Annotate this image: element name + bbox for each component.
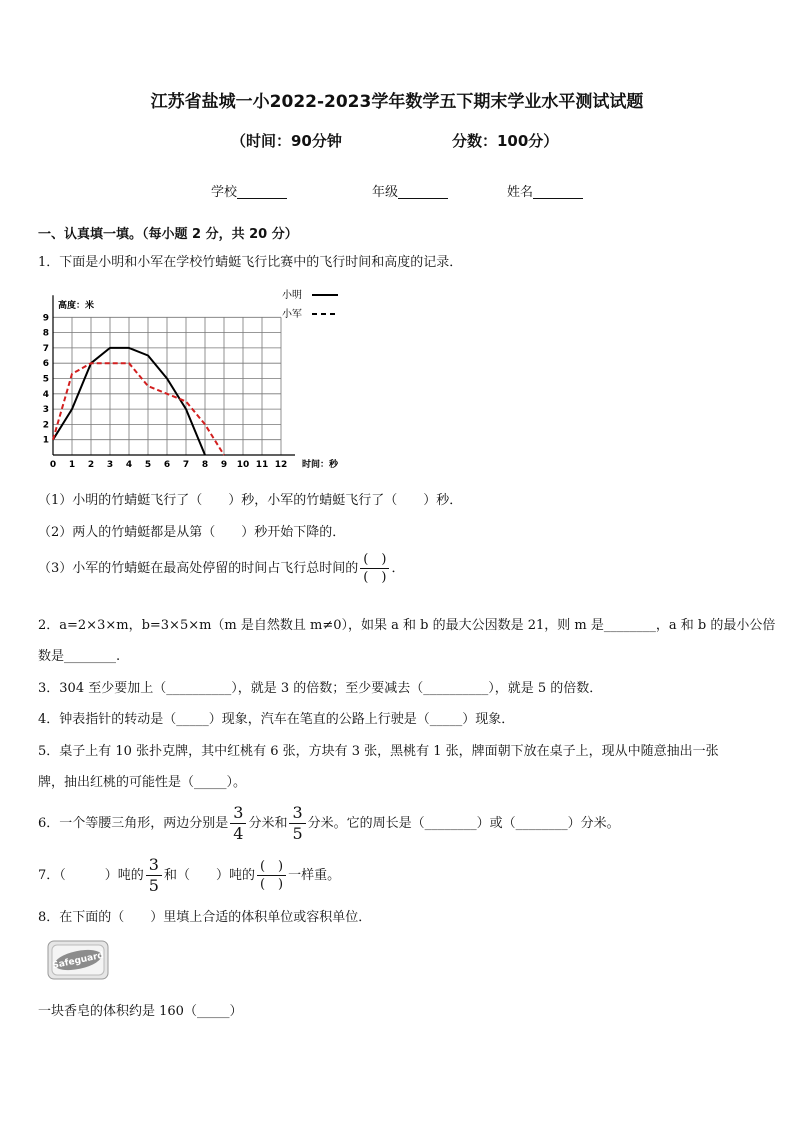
- x-tick-label: 10: [236, 460, 250, 470]
- fraction-denominator[interactable]: ( ): [360, 568, 389, 584]
- x-tick-label: 4: [125, 460, 133, 470]
- legend-label-xiaoming: 小明: [282, 290, 302, 301]
- q7-blank-den[interactable]: ( ): [257, 875, 286, 891]
- question-8-answer: 一块香皂的体积约是 160（_____）: [38, 1004, 243, 1019]
- name-field[interactable]: [507, 181, 583, 200]
- question-5-line-2: 牌，抽出红桃的可能性是（_____）。: [38, 775, 247, 790]
- x-tick-label: 3: [106, 460, 114, 470]
- fraction-blank[interactable]: [360, 553, 389, 584]
- x-tick-label: 8: [201, 460, 209, 470]
- q6-f1-den: 4: [230, 823, 246, 842]
- x-tick-label: 1: [68, 460, 76, 470]
- q6-fraction-2: [289, 805, 305, 842]
- x-tick-label: 9: [220, 460, 228, 470]
- page-title: 江苏省盐城一小2022-2023学年数学五下期末学业水平测试试题: [150, 92, 644, 112]
- q6-f2-den: 5: [289, 823, 305, 842]
- fraction-numerator[interactable]: ( ): [363, 552, 387, 567]
- question-1-part-1: （1）小明的竹蜻蜓飞行了（ ）秒，小军的竹蜻蜓飞行了（ ）秒．: [38, 493, 463, 508]
- y-tick-label: 2: [42, 420, 49, 431]
- x-tick-label: 6: [163, 460, 171, 470]
- q6-text-1: 6．一个等腰三角形，两边分别是: [38, 816, 229, 831]
- x-axis-label: 时间：秒: [302, 460, 339, 470]
- school-blank[interactable]: [237, 184, 287, 199]
- y-tick-label: 1: [42, 435, 49, 446]
- question-2-line-2: 数是________.: [38, 649, 121, 664]
- y-tick-label: 3: [42, 405, 49, 416]
- grade-label: 年级: [372, 185, 399, 200]
- chart-legend: [282, 288, 338, 320]
- question-6: [38, 805, 620, 842]
- x-tick-label: 5: [144, 460, 152, 470]
- grade-blank[interactable]: [398, 184, 448, 199]
- question-2-line-1: 2．a=2×3×m，b=3×5×m（m 是自然数且 m≠0），如果 a 和 b 的最大公因数是 21，则 m 是________，a 和 b 的最小公倍: [38, 618, 776, 633]
- q6-fraction-1: [230, 805, 246, 842]
- soap-brand-text: Safeguard: [51, 950, 105, 972]
- question-7: [38, 857, 340, 894]
- exam-time: （时间：90分钟: [231, 132, 342, 150]
- q7-blank-num[interactable]: ( ): [259, 859, 284, 874]
- question-1-part-2: （2）两人的竹蜻蜓都是从第（ ）秒开始下降的．: [38, 525, 346, 540]
- q6-text-3: 分米。它的周长是（________）或（________）分米。: [307, 816, 620, 831]
- chart-axes: [53, 295, 295, 455]
- school-label: 学校: [211, 185, 238, 200]
- name-blank[interactable]: [533, 184, 583, 199]
- y-tick-label: 5: [42, 374, 49, 385]
- x-tick-label: 0: [49, 460, 57, 470]
- chart-grid: [53, 317, 281, 455]
- x-tick-label: 2: [87, 460, 95, 470]
- q6-f1-num: 3: [233, 803, 244, 822]
- legend-label-xiaojun: 小军: [282, 309, 302, 320]
- y-tick-label: 6: [42, 359, 49, 370]
- q7-f1-num: 3: [148, 855, 159, 874]
- school-field[interactable]: [211, 181, 287, 200]
- chart-series: [53, 348, 224, 455]
- question-3: 3．304 至少要加上（__________），就是 3 的倍数；至少要减去（__________），就是 5 的倍数．: [38, 681, 603, 696]
- exam-score: 分数：100分）: [452, 132, 559, 150]
- grade-field[interactable]: [372, 181, 448, 200]
- flight-chart: [40, 284, 350, 474]
- q6-text-2: 分米和: [248, 816, 288, 831]
- name-label: 姓名: [507, 185, 534, 200]
- q1-part3-text: （3）小军的竹蜻蜓在最高处停留的时间占飞行总时间的: [38, 561, 359, 576]
- q7-fraction-1: [146, 857, 162, 894]
- y-axis-label: 高度：米: [58, 301, 95, 311]
- q7-text-1: 7．（ ）吨的: [38, 868, 144, 883]
- q1-part3-end: ．: [391, 561, 405, 576]
- question-8-stem: 8．在下面的（ ）里填上合适的体积单位或容积单位．: [38, 910, 372, 925]
- q7-text-2: 和（ ）吨的: [163, 868, 255, 883]
- y-tick-label: 8: [42, 328, 49, 339]
- q7-text-3: 一样重。: [288, 868, 341, 883]
- x-tick-label: 7: [182, 460, 190, 470]
- question-1-stem: 1．下面是小明和小军在学校竹蜻蜓飞行比赛中的飞行时间和高度的记录．: [38, 255, 463, 270]
- y-tick-label: 7: [42, 343, 49, 354]
- x-tick-label: 12: [274, 460, 288, 470]
- q6-f2-num: 3: [292, 803, 303, 822]
- q7-fraction-blank[interactable]: [257, 860, 286, 891]
- section-heading: 一、认真填一填。（每小题 2 分，共 20 分）: [38, 227, 298, 242]
- question-1-part-3: [38, 553, 404, 584]
- soap-image: [46, 937, 110, 983]
- q7-f1-den: 5: [146, 875, 162, 894]
- x-tick-label: 11: [255, 460, 269, 470]
- y-tick-label: 4: [42, 389, 49, 400]
- question-5-line-1: 5．桌子上有 10 张扑克牌，其中红桃有 6 张，方块有 3 张，黑桃有 1 张，牌面朝下放在桌子上，现从中随意抽出一张: [38, 744, 719, 759]
- y-tick-label: 9: [42, 313, 49, 324]
- question-4: 4．钟表指针的转动是（_____）现象，汽车在笔直的公路上行驶是（_____）现象．: [38, 712, 515, 727]
